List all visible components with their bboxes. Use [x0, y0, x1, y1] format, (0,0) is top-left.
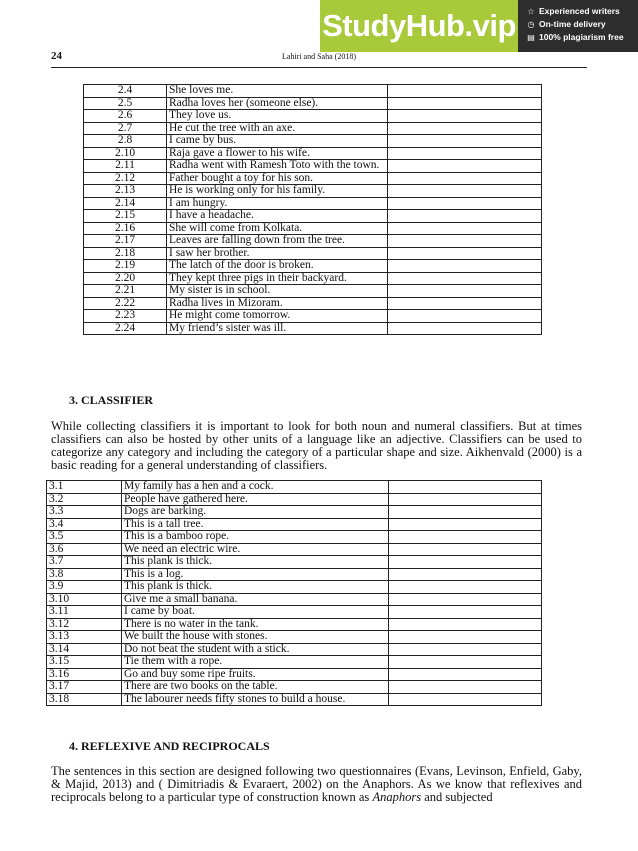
studyhub-logo[interactable]: StudyHub.vip [320, 0, 518, 52]
table-row [84, 297, 542, 310]
table-row [84, 97, 542, 110]
sentence-text: Radha loves her (someone else). [167, 97, 388, 110]
sentence-number: 3.2 [47, 493, 122, 506]
feature-label: On-time delivery [539, 19, 606, 29]
sentence-number: 3.12 [47, 618, 122, 631]
sentence-number: 2.14 [84, 197, 167, 210]
sentence-text: Radha went with Ramesh Toto with the town. [167, 160, 388, 173]
sentence-number: 3.15 [47, 656, 122, 669]
response-cell [389, 593, 542, 606]
table-row [47, 681, 542, 694]
response-cell [389, 518, 542, 531]
sentence-number: 2.11 [84, 160, 167, 173]
sentence-number: 3.1 [47, 481, 122, 494]
response-cell [389, 556, 542, 569]
sentence-text: This is a bamboo rope. [122, 531, 389, 544]
table-row [47, 543, 542, 556]
response-cell [389, 693, 542, 706]
table-row [84, 235, 542, 248]
table-row [47, 643, 542, 656]
sentence-number: 2.13 [84, 185, 167, 198]
sentence-number: 2.19 [84, 260, 167, 273]
sentence-table-3 [46, 480, 542, 706]
sentence-text: They love us. [167, 110, 388, 123]
table-row [47, 606, 542, 619]
sentence-number: 3.8 [47, 568, 122, 581]
sentence-text: We need an electric wire. [122, 543, 389, 556]
sentence-text: I have a headache. [167, 210, 388, 223]
sentence-text: Go and buy some ripe fruits. [122, 668, 389, 681]
response-cell [388, 135, 542, 148]
response-cell [389, 543, 542, 556]
table-row [84, 185, 542, 198]
table-row [84, 247, 542, 260]
table-row [47, 568, 542, 581]
table-row [47, 556, 542, 569]
table-row [84, 310, 542, 323]
sentence-number: 3.6 [47, 543, 122, 556]
sentence-number: 3.18 [47, 693, 122, 706]
sentence-number: 2.6 [84, 110, 167, 123]
sentence-text: This is a log. [122, 568, 389, 581]
response-cell [388, 322, 542, 335]
sentence-number: 2.12 [84, 172, 167, 185]
sentence-text: My family has a hen and a cock. [122, 481, 389, 494]
response-cell [389, 631, 542, 644]
sentence-number: 3.13 [47, 631, 122, 644]
table-row [84, 260, 542, 273]
sentence-text: He cut the tree with an axe. [167, 122, 388, 135]
response-cell [389, 668, 542, 681]
response-cell [389, 656, 542, 669]
table-row [84, 85, 542, 98]
table-row [47, 481, 542, 494]
feature-label: Experienced writers [539, 6, 620, 16]
sentence-text: I came by boat. [122, 606, 389, 619]
sentence-table-2 [83, 84, 542, 335]
response-cell [388, 185, 542, 198]
response-cell [388, 172, 542, 185]
sentence-number: 2.24 [84, 322, 167, 335]
sentence-number: 2.5 [84, 97, 167, 110]
sentence-text: Dogs are barking. [122, 506, 389, 519]
response-cell [388, 235, 542, 248]
feature-list [518, 0, 638, 52]
sentence-number: 3.17 [47, 681, 122, 694]
response-cell [388, 247, 542, 260]
sentence-text: Do not beat the student with a stick. [122, 643, 389, 656]
table-row [84, 322, 542, 335]
sentence-text: I came by bus. [167, 135, 388, 148]
sentence-number: 2.21 [84, 285, 167, 298]
sentence-number: 2.16 [84, 222, 167, 235]
response-cell [389, 481, 542, 494]
response-cell [388, 210, 542, 223]
sentence-number: 2.20 [84, 272, 167, 285]
table-row [47, 593, 542, 606]
table-row [47, 531, 542, 544]
sentence-number: 3.11 [47, 606, 122, 619]
table-row [84, 197, 542, 210]
section-heading-reflexive: 4. REFLEXIVE AND RECIPROCALS [69, 739, 270, 753]
response-cell [389, 581, 542, 594]
star-icon: ☆ [527, 7, 535, 16]
reflexive-paragraph [51, 765, 582, 804]
sentence-text: This is a tall tree. [122, 518, 389, 531]
response-cell [388, 260, 542, 273]
table-row [84, 222, 542, 235]
table-row [47, 631, 542, 644]
sentence-number: 2.23 [84, 310, 167, 323]
sentence-text: Give me a small banana. [122, 593, 389, 606]
section-heading-classifier: 3. CLASSIFIER [69, 393, 154, 407]
response-cell [389, 506, 542, 519]
table-row [84, 135, 542, 148]
feature-item [526, 18, 638, 31]
table-row [84, 272, 542, 285]
table-body [47, 481, 542, 706]
response-cell [388, 147, 542, 160]
table-row [84, 122, 542, 135]
table-row [84, 172, 542, 185]
document-icon: ▤ [527, 33, 535, 42]
table-body [84, 85, 542, 335]
paragraph-term: Anaphors [372, 790, 422, 804]
sentence-number: 2.22 [84, 297, 167, 310]
sentence-number: 2.15 [84, 210, 167, 223]
sentence-text: He might come tomorrow. [167, 310, 388, 323]
response-cell [389, 681, 542, 694]
response-cell [389, 531, 542, 544]
response-cell [388, 272, 542, 285]
response-cell [389, 568, 542, 581]
response-cell [388, 297, 542, 310]
ad-banner[interactable] [320, 0, 638, 52]
header-rule [51, 67, 587, 68]
sentence-text: The labourer needs fifty stones to build a house. [122, 693, 389, 706]
sentence-text: They kept three pigs in their backyard. [167, 272, 388, 285]
sentence-text: We built the house with stones. [122, 631, 389, 644]
feature-label: 100% plagiarism free [539, 32, 624, 42]
sentence-text: This plank is thick. [122, 556, 389, 569]
sentence-number: 3.4 [47, 518, 122, 531]
sentence-number: 2.18 [84, 247, 167, 260]
table-row [84, 285, 542, 298]
response-cell [388, 110, 542, 123]
paragraph-text: and subjected [421, 790, 493, 804]
sentence-text: My sister is in school. [167, 285, 388, 298]
sentence-text: Raja gave a flower to his wife. [167, 147, 388, 160]
sentence-text: This plank is thick. [122, 581, 389, 594]
sentence-number: 3.5 [47, 531, 122, 544]
sentence-text: The latch of the door is broken. [167, 260, 388, 273]
table-row [84, 160, 542, 173]
table-row [47, 668, 542, 681]
running-title: Lahiri and Saha (2018) [282, 52, 356, 61]
response-cell [388, 310, 542, 323]
response-cell [388, 85, 542, 98]
response-cell [388, 222, 542, 235]
response-cell [389, 618, 542, 631]
table-row [47, 506, 542, 519]
sentence-text: Tie them with a rope. [122, 656, 389, 669]
response-cell [388, 285, 542, 298]
sentence-number: 3.16 [47, 668, 122, 681]
response-cell [388, 97, 542, 110]
table-row [84, 147, 542, 160]
table-row [47, 493, 542, 506]
response-cell [389, 643, 542, 656]
sentence-number: 2.4 [84, 85, 167, 98]
response-cell [388, 197, 542, 210]
sentence-number: 3.7 [47, 556, 122, 569]
sentence-text: Radha lives in Mizoram. [167, 297, 388, 310]
response-cell [388, 160, 542, 173]
table-row [47, 656, 542, 669]
table-row [47, 693, 542, 706]
sentence-text: Father bought a toy for his son. [167, 172, 388, 185]
table-row [47, 581, 542, 594]
sentence-text: He is working only for his family. [167, 185, 388, 198]
table-row [47, 618, 542, 631]
sentence-text: Leaves are falling down from the tree. [167, 235, 388, 248]
sentence-number: 3.10 [47, 593, 122, 606]
paragraph-text: The sentences in this section are designed following two questionnaires (Evans, Levinson, Enfield, Gaby, & Majid, 2013) and ( Dimitriadis & Evaraert, 2002) on the Anaphors. As we know that reflexives and reciprocals belong to a particular type of construction known as [51, 764, 582, 804]
sentence-text: She will come from Kolkata. [167, 222, 388, 235]
table-row [47, 518, 542, 531]
sentence-text: I am hungry. [167, 197, 388, 210]
classifier-paragraph: While collecting classifiers it is important to look for both noun and numeral classifiers. But at times classifiers can also be hosted by other units of a language like an adjective. Classifiers can be used to categorize any category and including the category of a particular shape and size. Aikhenvald (2000) is a basic reading for a general understanding of classifiers. [51, 419, 582, 472]
sentence-text: She loves me. [167, 85, 388, 98]
sentence-number: 3.9 [47, 581, 122, 594]
sentence-number: 3.3 [47, 506, 122, 519]
clock-icon: ◷ [527, 20, 535, 29]
sentence-text: There is no water in the tank. [122, 618, 389, 631]
sentence-number: 2.10 [84, 147, 167, 160]
page-number: 24 [51, 50, 62, 62]
sentence-number: 2.17 [84, 235, 167, 248]
feature-item [526, 31, 638, 44]
response-cell [389, 606, 542, 619]
response-cell [389, 493, 542, 506]
sentence-number: 2.7 [84, 122, 167, 135]
feature-item [526, 5, 638, 18]
sentence-text: People have gathered here. [122, 493, 389, 506]
table-row [84, 210, 542, 223]
sentence-text: I saw her brother. [167, 247, 388, 260]
sentence-number: 2.8 [84, 135, 167, 148]
sentence-text: There are two books on the table. [122, 681, 389, 694]
table-row [84, 110, 542, 123]
sentence-text: My friend’s sister was ill. [167, 322, 388, 335]
response-cell [388, 122, 542, 135]
sentence-number: 3.14 [47, 643, 122, 656]
